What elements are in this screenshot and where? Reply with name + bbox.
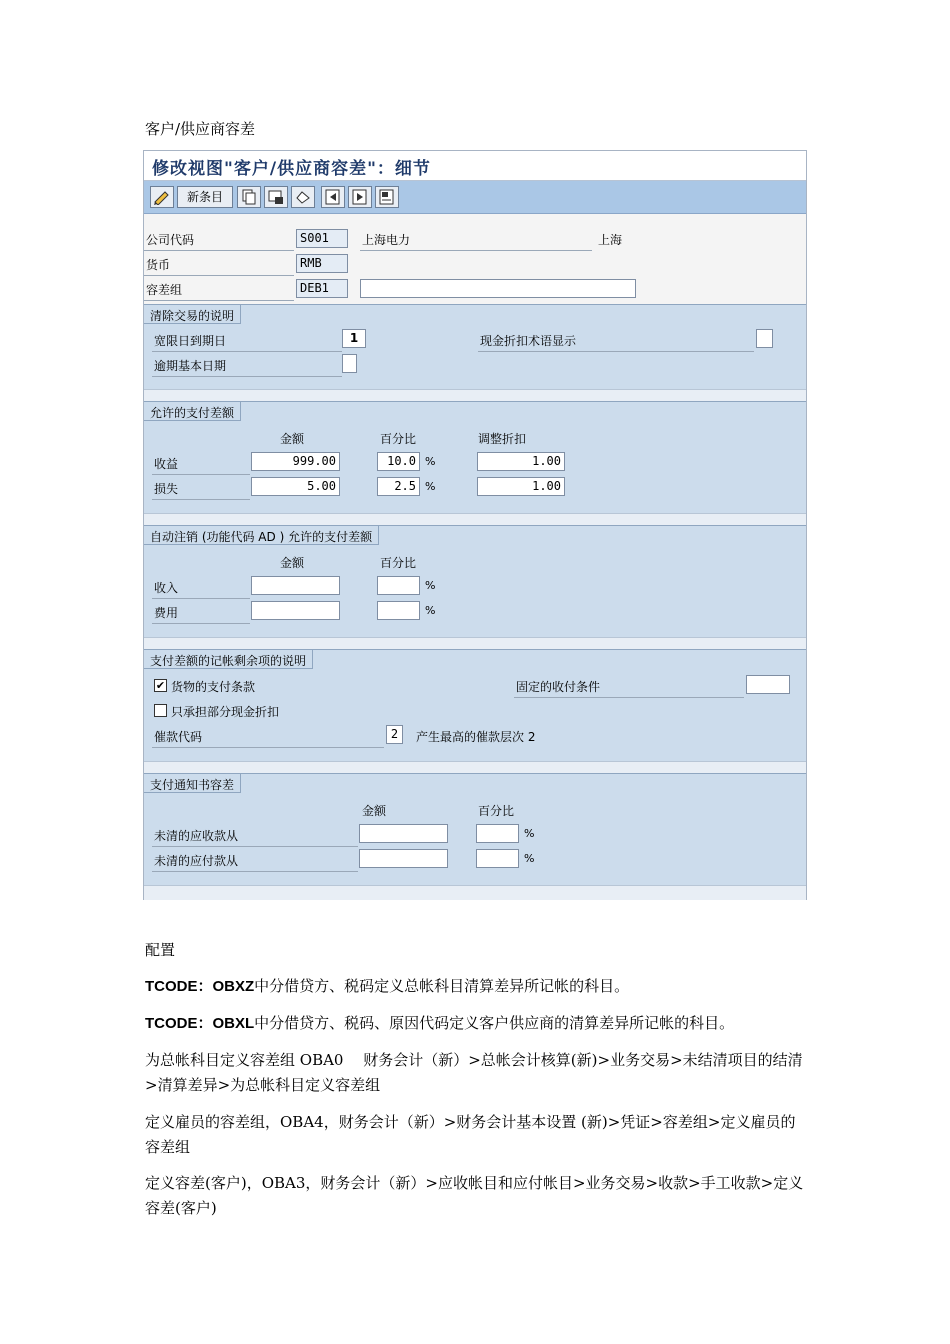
cash-discount-terms-field[interactable] [756, 329, 773, 348]
paragraph-text: 为总帐科目定义容差组 OBA0 财务会计（新）>总帐会计核算(新)>业务交易>未结清项目的结清>清算差异>为总帐科目定义容差组 [145, 1051, 803, 1094]
open-payables-label: 未清的应付款从 [154, 854, 239, 868]
percent-sign: % [425, 579, 436, 592]
dunning-key-label: 催款代码 [154, 730, 203, 744]
tolerance-group-field[interactable]: DEB1 [296, 279, 348, 298]
copy-icon [240, 189, 258, 205]
undo-icon [294, 189, 312, 205]
delete-icon-button[interactable] [264, 186, 288, 208]
arrears-base-date-field[interactable] [342, 354, 357, 373]
expense-label: 费用 [154, 606, 179, 620]
gain-amount-field[interactable]: 999.00 [251, 452, 340, 471]
loss-amount-field[interactable]: 5.00 [251, 477, 340, 496]
dunning-key-field[interactable]: 2 [386, 725, 403, 744]
fixed-terms-field[interactable] [746, 675, 790, 694]
tolerance-group-label: 容差组 [146, 283, 183, 297]
pencil-glasses-icon [153, 189, 171, 205]
receivables-percent-field[interactable] [476, 824, 519, 843]
income-label: 收入 [154, 581, 179, 595]
group-title: 支付差额的记帐剩余项的说明 [144, 650, 313, 669]
gain-adjust-field[interactable]: 1.00 [477, 452, 565, 471]
group-title: 允许的支付差额 [144, 402, 241, 421]
percent-sign: % [524, 852, 535, 865]
company-code-label: 公司代码 [146, 233, 195, 247]
application-toolbar [144, 181, 806, 214]
paragraph-obxz [145, 974, 810, 999]
paragraph-oba4 [145, 1110, 810, 1160]
automatic-write-off-group [144, 525, 806, 638]
expense-amount-field[interactable] [251, 601, 340, 620]
permitted-payment-differences-group [144, 401, 806, 514]
currency-label: 货币 [146, 258, 171, 272]
table-icon [378, 189, 396, 205]
percent-column-header: 百分比 [380, 432, 417, 446]
amount-column-header: 金额 [280, 556, 305, 570]
partial-discount-label: 只承担部分现金折扣 [171, 705, 280, 719]
adjust-discount-column-header: 调整折扣 [478, 432, 527, 446]
arrears-base-date-label: 逾期基本日期 [154, 359, 227, 373]
paragraph-oba0 [145, 1048, 810, 1098]
income-percent-field[interactable] [377, 576, 420, 595]
next-entry-button[interactable] [348, 186, 372, 208]
expense-percent-field[interactable] [377, 601, 420, 620]
document-heading: 客户/供应商容差 [145, 120, 256, 138]
previous-page-icon [324, 189, 342, 205]
copy-icon-button[interactable] [237, 186, 261, 208]
select-all-button[interactable] [375, 186, 399, 208]
tolerance-group-description-field[interactable] [360, 279, 636, 298]
company-name-text: 上海电力 [362, 233, 411, 247]
config-label: 配置 [145, 941, 176, 959]
paragraph-text: 定义雇员的容差组，OBA4，财务会计（新）>财务会计基本设置 (新)>凭证>容差组>定义雇员的容差组 [145, 1113, 796, 1156]
cash-discount-terms-label: 现金折扣术语显示 [480, 334, 577, 348]
percent-column-header: 百分比 [380, 556, 417, 570]
currency-field[interactable]: RMB [296, 254, 348, 273]
posting-residual-items-group [144, 649, 806, 762]
sap-window [143, 150, 807, 900]
partial-discount-checkbox[interactable] [154, 704, 167, 717]
payment-terms-checkbox[interactable]: ✔ [155, 679, 166, 692]
previous-entry-button[interactable] [321, 186, 345, 208]
payment-advice-tolerance-group [144, 773, 806, 886]
group-title: 自动注销 (功能代码 AD ) 允许的支付差额 [144, 526, 379, 545]
dunning-key-description: 产生最高的催款层次 2 [416, 730, 536, 744]
gain-percent-field[interactable]: 10.0 [377, 452, 420, 471]
fixed-terms-label: 固定的收付条件 [516, 680, 601, 694]
paragraph-oba3 [145, 1171, 810, 1221]
company-code-field[interactable]: S001 [296, 229, 348, 248]
clearing-transactions-group [144, 304, 806, 390]
display-change-button[interactable] [150, 186, 174, 208]
percent-column-header: 百分比 [478, 804, 515, 818]
payables-amount-field[interactable] [359, 849, 448, 868]
delete-icon [267, 189, 285, 205]
open-receivables-label: 未清的应收款从 [154, 829, 239, 843]
percent-sign: % [425, 480, 436, 493]
loss-label: 损失 [154, 482, 179, 496]
paragraph-text: 中分借贷方、税码、原因代码定义客户供应商的清算差异所记帐的科目。 [254, 1014, 735, 1032]
gain-label: 收益 [154, 457, 179, 471]
paragraph-text: 定义容差(客户)，OBA3，财务会计（新）>应收帐目和应付帐目>业务交易>收款>手工收款>定义容差(客户) [145, 1174, 804, 1217]
undo-icon-button[interactable] [291, 186, 315, 208]
loss-percent-field[interactable]: 2.5 [377, 477, 420, 496]
percent-sign: % [425, 604, 436, 617]
tcode-text: TCODE：OBXL [145, 1015, 255, 1032]
percent-sign: % [425, 455, 436, 468]
amount-column-header: 金额 [362, 804, 387, 818]
new-entries-button[interactable]: 新条目 [177, 186, 233, 208]
paragraph-obxl [145, 1011, 810, 1036]
paragraph-text: 中分借贷方、税码定义总帐科目清算差异所记帐的科目。 [254, 977, 630, 995]
payables-percent-field[interactable] [476, 849, 519, 868]
tcode-text: TCODE：OBXZ [145, 978, 255, 995]
receivables-amount-field[interactable] [359, 824, 448, 843]
header-fields [144, 214, 806, 304]
next-page-icon [351, 189, 369, 205]
amount-column-header: 金额 [280, 432, 305, 446]
income-amount-field[interactable] [251, 576, 340, 595]
group-title: 支付通知书容差 [144, 774, 241, 793]
group-title: 清除交易的说明 [144, 305, 241, 324]
loss-adjust-field[interactable]: 1.00 [477, 477, 565, 496]
grace-days-field[interactable]: 1 [342, 329, 366, 348]
percent-sign: % [524, 827, 535, 840]
grace-days-label: 宽限日到期日 [154, 334, 227, 348]
city-text: 上海 [598, 233, 623, 247]
window-title: 修改视图"客户/供应商容差"：细节 [144, 151, 806, 181]
payment-terms-label: 货物的支付条款 [171, 680, 256, 694]
